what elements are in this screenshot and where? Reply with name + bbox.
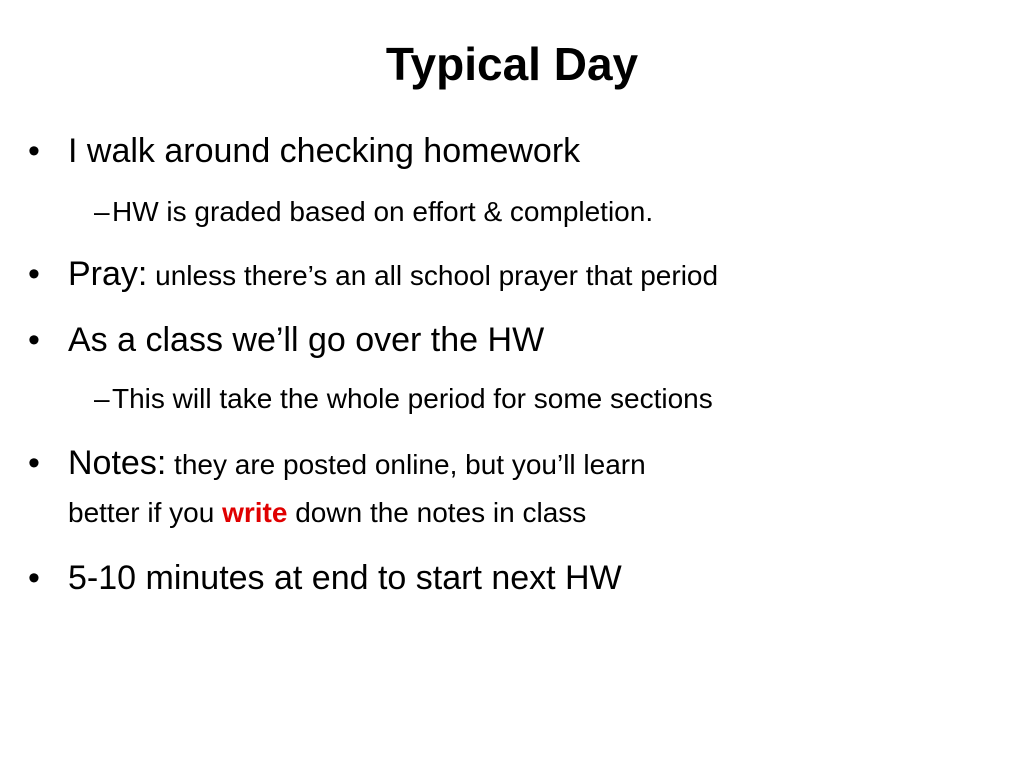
bullet-lead: Pray: <box>68 255 148 293</box>
sub-bullet-dash: – <box>94 196 110 227</box>
bullet-walk-around <box>28 130 968 172</box>
notes-line2-before: better if you <box>68 497 223 528</box>
sub-bullet-dash: – <box>94 383 110 414</box>
bullet-dot: • <box>28 559 40 597</box>
bullet-go-over-hw <box>28 319 968 361</box>
bullet-notes <box>28 442 968 486</box>
bullet-text: 5-10 minutes at end to start next HW <box>68 559 622 597</box>
slide-title: Typical Day <box>385 38 639 90</box>
bullet-dot: • <box>28 321 40 359</box>
notes-emphasis-write: write <box>222 497 288 528</box>
bullet-notes-line2 <box>68 495 586 531</box>
sub-bullet-whole-period <box>94 381 713 417</box>
bullet-text: I walk around checking homework <box>68 132 581 170</box>
bullet-rest: unless there’s an all school prayer that period <box>147 260 719 291</box>
sub-bullet-hw-graded <box>94 194 654 230</box>
bullet-pray <box>28 253 968 297</box>
sub-bullet-text: This will take the whole period for some sections <box>112 383 713 414</box>
bullet-lead: Notes: <box>68 444 167 482</box>
bullet-dot: • <box>28 132 40 170</box>
sub-bullet-text: HW is graded based on effort & completion. <box>112 196 654 227</box>
notes-line2-after: down the notes in class <box>287 497 587 528</box>
bullet-next-hw <box>28 557 968 599</box>
bullet-dot: • <box>28 255 40 293</box>
bullet-text: As a class we’ll go over the HW <box>68 321 545 359</box>
bullet-rest: they are posted online, but you’ll learn <box>166 449 646 480</box>
bullet-dot: • <box>28 444 40 482</box>
